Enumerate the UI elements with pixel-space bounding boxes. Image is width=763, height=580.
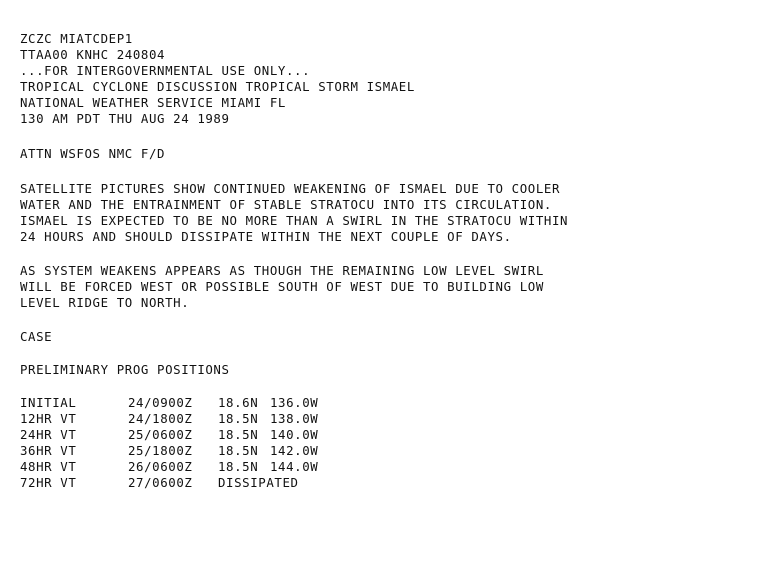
position-lon: 142.0W <box>270 443 319 458</box>
position-time: 25/0600Z <box>128 427 193 442</box>
position-label: INITIAL <box>20 395 77 410</box>
message-header <box>20 31 415 127</box>
header-line: ...FOR INTERGOVERNMENTAL USE ONLY... <box>20 63 311 78</box>
position-lat: 18.5N <box>218 411 259 426</box>
paragraph-line: WATER AND THE ENTRAINMENT OF STABLE STRATOCU INTO ITS CIRCULATION. <box>20 197 552 212</box>
position-lon: 140.0W <box>270 427 319 442</box>
header-line: 130 AM PDT THU AUG 24 1989 <box>20 111 230 126</box>
position-lon: 144.0W <box>270 459 319 474</box>
position-lat: 18.5N <box>218 427 259 442</box>
position-lon: 136.0W <box>270 395 319 410</box>
header-line: NATIONAL WEATHER SERVICE MIAMI FL <box>20 95 286 110</box>
position-lat: 18.6N <box>218 395 259 410</box>
header-line: ZCZC MIATCDEP1 <box>20 31 133 46</box>
position-time: 24/0900Z <box>128 395 193 410</box>
paragraph-line: 24 HOURS AND SHOULD DISSIPATE WITHIN THE NEXT COUPLE OF DAYS. <box>20 229 512 244</box>
paragraph-line: SATELLITE PICTURES SHOW CONTINUED WEAKENING OF ISMAEL DUE TO COOLER <box>20 181 561 196</box>
position-lat: 18.5N <box>218 459 259 474</box>
position-label: 12HR VT <box>20 411 77 426</box>
discussion-paragraph-2 <box>20 263 544 311</box>
positions-table <box>20 395 318 491</box>
positions-heading <box>20 362 230 378</box>
positions-table-wrapper <box>20 395 318 491</box>
signoff-text: CASE <box>20 329 53 344</box>
position-label: 72HR VT <box>20 475 77 490</box>
position-time: 26/0600Z <box>128 459 193 474</box>
attn-text: ATTN WSFOS NMC F/D <box>20 146 166 161</box>
position-label: 24HR VT <box>20 427 77 442</box>
discussion-paragraph-1 <box>20 181 568 245</box>
table-row <box>20 459 318 475</box>
position-label: 48HR VT <box>20 459 77 474</box>
position-status: DISSIPATED <box>218 475 299 490</box>
paragraph-line: WILL BE FORCED WEST OR POSSIBLE SOUTH OF WEST DUE TO BUILDING LOW <box>20 279 544 294</box>
attention-line <box>20 146 165 162</box>
positions-title: PRELIMINARY PROG POSITIONS <box>20 362 230 377</box>
header-line: TTAA00 KNHC 240804 <box>20 47 166 62</box>
forecaster-signoff <box>20 329 52 345</box>
position-lat: 18.5N <box>218 443 259 458</box>
header-line: TROPICAL CYCLONE DISCUSSION TROPICAL STORM ISMAEL <box>20 79 415 94</box>
table-row <box>20 395 318 411</box>
position-label: 36HR VT <box>20 443 77 458</box>
paragraph-line: ISMAEL IS EXPECTED TO BE NO MORE THAN A SWIRL IN THE STRATOCU WITHIN <box>20 213 569 228</box>
table-row <box>20 411 318 427</box>
table-row <box>20 443 318 459</box>
table-row <box>20 475 318 491</box>
paragraph-line: AS SYSTEM WEAKENS APPEARS AS THOUGH THE REMAINING LOW LEVEL SWIRL <box>20 263 544 278</box>
paragraph-line: LEVEL RIDGE TO NORTH. <box>20 295 190 310</box>
position-time: 25/1800Z <box>128 443 193 458</box>
position-time: 27/0600Z <box>128 475 193 490</box>
position-lon: 138.0W <box>270 411 319 426</box>
position-time: 24/1800Z <box>128 411 193 426</box>
table-row <box>20 427 318 443</box>
